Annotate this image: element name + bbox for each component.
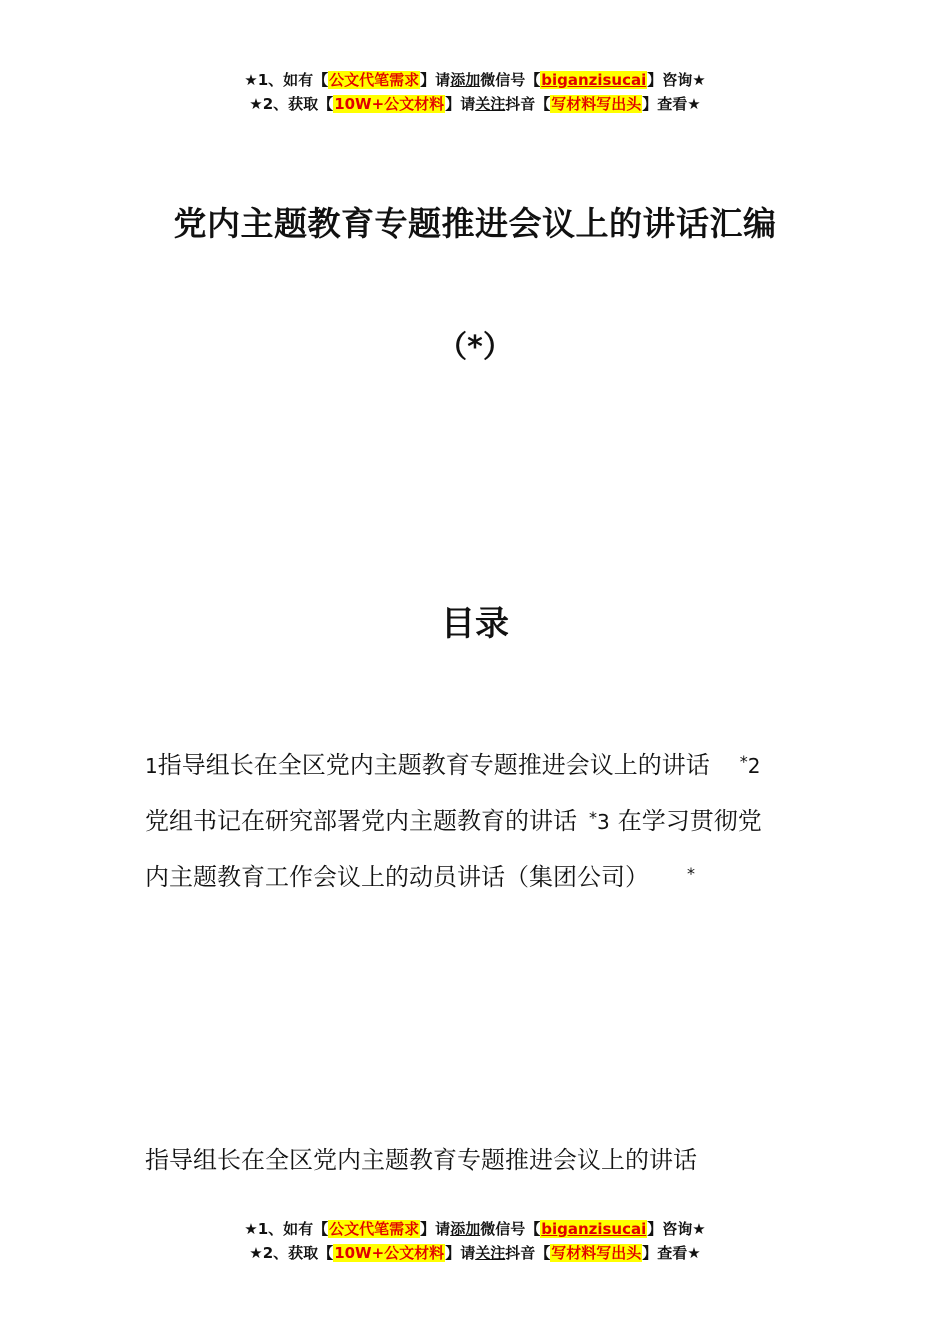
promo-highlight-wechat-id: biganzisucai [541, 1220, 647, 1238]
promo-line-1 [0, 1217, 950, 1241]
promo-underlined-text: 添加 [450, 1220, 481, 1238]
promo-underlined-text: 添加 [450, 71, 481, 89]
document-title: 党内主题教育专题推进会议上的讲话汇编 [173, 204, 777, 243]
promo-highlight-wechat-id: biganzisucai [541, 71, 647, 89]
toc-item-text: 指导组长在全区党内主题教育专题推进会议上的讲话 [157, 751, 710, 779]
promo-text: 】查看★ [642, 1244, 701, 1262]
promo-text: 】请 [420, 71, 451, 89]
promo-highlight-service: 公文代笔需求 [329, 1220, 420, 1238]
promo-highlight-materials: 10W+公文材料 [334, 1244, 445, 1262]
toc-line-1 [145, 736, 810, 792]
promo-text: ★2、获取【 [249, 1244, 334, 1262]
section-title: 指导组长在全区党内主题教育专题推进会议上的讲话 [145, 1146, 697, 1174]
toc-line-3 [145, 848, 810, 903]
promo-text: 微信号【 [480, 1220, 541, 1238]
promo-text: 】咨询★ [647, 1220, 706, 1238]
toc-heading: 目录 [441, 604, 509, 644]
promo-highlight-account: 写材料写出头 [551, 95, 642, 113]
promo-line-2 [0, 92, 950, 116]
promo-text: 】请 [445, 1244, 476, 1262]
promo-underlined-text: 关注 [475, 95, 506, 113]
promo-text: 抖音【 [505, 1244, 551, 1262]
toc-page-marker: * [687, 864, 695, 883]
promo-text: 】咨询★ [647, 71, 706, 89]
promo-text: 】请 [420, 1220, 451, 1238]
promo-line-2 [0, 1241, 950, 1265]
toc-item-text: 在学习贯彻党 [617, 807, 762, 835]
promo-underlined-text: 关注 [475, 1244, 506, 1262]
promo-text: 抖音【 [505, 95, 551, 113]
toc-page-marker: * [589, 808, 597, 827]
promo-line-1 [0, 68, 950, 92]
toc-item-number: 3 [597, 810, 610, 834]
document-subtitle: （*） [437, 330, 513, 365]
promo-header [0, 68, 950, 116]
promo-text: 】查看★ [642, 95, 701, 113]
promo-highlight-materials: 10W+公文材料 [334, 95, 445, 113]
promo-footer [0, 1217, 950, 1265]
table-of-contents [145, 736, 810, 903]
toc-page-marker: * [739, 752, 748, 771]
promo-highlight-account: 写材料写出头 [551, 1244, 642, 1262]
toc-item-number: 1 [145, 754, 158, 778]
toc-item-number: 2 [747, 754, 761, 778]
promo-text: ★1、如有【 [244, 1220, 329, 1238]
promo-text: ★2、获取【 [249, 95, 334, 113]
toc-line-2 [145, 792, 810, 848]
promo-text: 】请 [445, 95, 476, 113]
toc-item-text: 党组书记在研究部署党内主题教育的讲话 [145, 807, 577, 835]
toc-item-text: 内主题教育工作会议上的动员讲话（集团公司） [145, 863, 649, 891]
promo-text: ★1、如有【 [244, 71, 329, 89]
promo-text: 微信号【 [480, 71, 541, 89]
promo-highlight-service: 公文代笔需求 [329, 71, 420, 89]
